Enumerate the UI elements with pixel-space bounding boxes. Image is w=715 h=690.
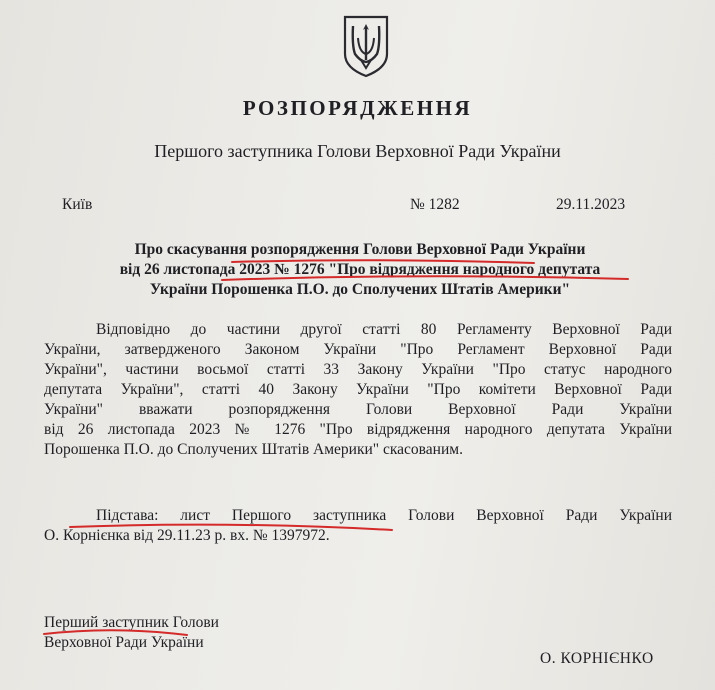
issue-city: Київ [62, 196, 93, 213]
signatory-position-line: Верховної Ради України [44, 634, 204, 651]
issuer-subtitle: Першого заступника Голови Верховної Ради України [154, 141, 561, 161]
heading-line: України Порошенка П.О. до Сполучених Штатів Америки" [149, 281, 571, 298]
basis-line: Підстава: лист Першого заступника Голови Верховної Ради України [96, 507, 672, 524]
body-line: України" вважати розпорядження Голови Верховної Ради України [44, 401, 672, 418]
body-line: України, затвердженого Законом України "Про Регламент Верховної Ради [44, 341, 672, 358]
trident-coat-of-arms-icon [341, 14, 391, 78]
heading-line: від 26 листопада 2023 № 1276 "Про відрядження народного депутата [119, 261, 601, 278]
document-body [44, 320, 672, 460]
heading-line: Про скасування розпорядження Голови Верховної Ради України [134, 241, 586, 258]
body-line: депутата України", статті 40 Закону України "Про комітети Верховної Ради [44, 381, 672, 398]
body-line: Порошенка П.О. до Сполучених Штатів Америки" скасованим. [44, 441, 463, 458]
body-line: від 26 листопада 2023 № 1276 "Про відрядження народного депутата України [44, 421, 672, 438]
signatory-position [44, 613, 219, 653]
document-heading [60, 240, 660, 300]
body-line: України", частини восьмої статті 33 Закону України "Про статус народного [44, 361, 672, 378]
document-number: № 1282 [410, 196, 460, 213]
signatory-name: О. КОРНІЄНКО [540, 650, 654, 667]
basis-paragraph [44, 506, 672, 546]
body-line: Відповідно до частини другої статті 80 Регламенту Верховної Ради [96, 321, 672, 338]
signatory-position-line: Перший заступник Голови [44, 614, 219, 631]
document-date: 29.11.2023 [556, 196, 626, 213]
basis-line: О. Корнієнка від 29.11.23 р. вх. № 1397972. [44, 527, 330, 544]
document-title: РОЗПОРЯДЖЕННЯ [242, 96, 473, 120]
